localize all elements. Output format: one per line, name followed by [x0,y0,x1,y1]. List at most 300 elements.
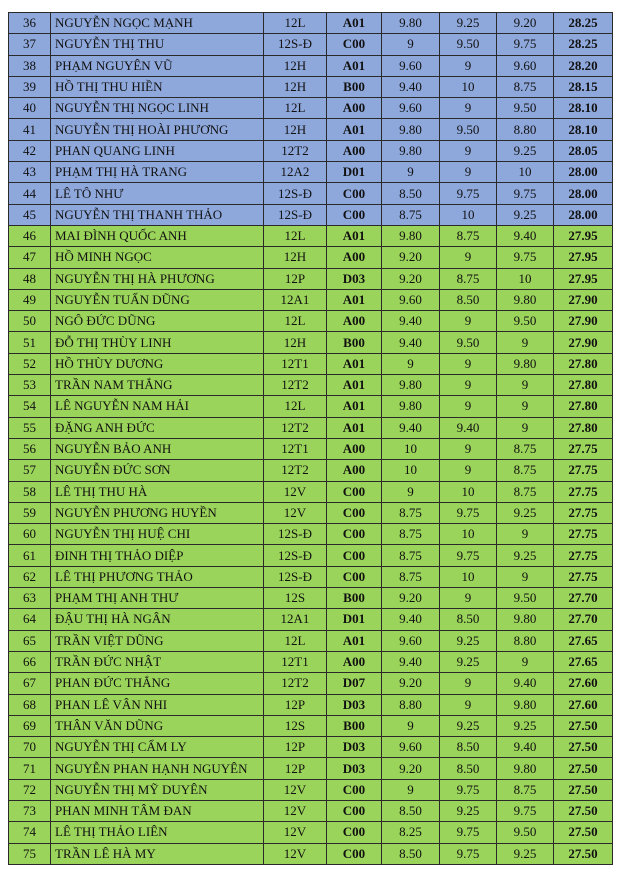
cell-name: PHẠM THỊ ANH THƯ [51,588,264,609]
cell-class: 12V [264,800,327,821]
cell-total: 27.95 [554,247,613,268]
cell-score-2: 9.50 [440,34,497,55]
cell-class: 12S-Đ [264,204,327,225]
cell-block: D03 [327,694,382,715]
table-row [9,13,613,34]
cell-score-1: 9 [382,715,440,736]
table-row [9,183,613,204]
cell-name: LÊ THỊ THẢO LIÊN [51,822,264,843]
cell-score-1: 8.80 [382,694,440,715]
cell-score-3: 9 [497,417,554,438]
cell-rank: 57 [9,460,51,481]
cell-class: 12L [264,311,327,332]
cell-score-2: 10 [440,76,497,97]
cell-name: NGUYỄN THỊ CẨM LY [51,737,264,758]
table-row [9,396,613,417]
table-row [9,609,613,630]
table-row [9,630,613,651]
cell-class: 12P [264,737,327,758]
cell-total: 27.75 [554,438,613,459]
cell-total: 27.75 [554,566,613,587]
cell-score-2: 9.75 [440,843,497,864]
table-row [9,481,613,502]
cell-block: D07 [327,673,382,694]
table-row [9,460,613,481]
cell-score-3: 9.40 [497,225,554,246]
cell-rank: 75 [9,843,51,864]
cell-score-2: 10 [440,481,497,502]
cell-name: LÊ THỊ PHƯƠNG THẢO [51,566,264,587]
cell-class: 12L [264,630,327,651]
cell-score-2: 9 [440,353,497,374]
cell-score-2: 9.25 [440,630,497,651]
cell-score-2: 8.50 [440,737,497,758]
table-body [9,13,613,865]
cell-block: D03 [327,268,382,289]
cell-score-2: 9.50 [440,332,497,353]
cell-score-2: 9 [440,140,497,161]
cell-block: A00 [327,247,382,268]
cell-score-1: 9.60 [382,98,440,119]
cell-rank: 52 [9,353,51,374]
cell-score-3: 8.75 [497,779,554,800]
table-row [9,375,613,396]
table-row [9,98,613,119]
cell-rank: 53 [9,375,51,396]
cell-name: TRẦN ĐỨC NHẬT [51,651,264,672]
cell-score-3: 9.25 [497,204,554,225]
cell-name: HỒ MINH NGỌC [51,247,264,268]
cell-score-2: 8.75 [440,268,497,289]
cell-rank: 65 [9,630,51,651]
cell-total: 28.10 [554,119,613,140]
cell-score-1: 9.80 [382,225,440,246]
cell-name: NGUYỄN THỊ HUỆ CHI [51,524,264,545]
cell-score-1: 10 [382,460,440,481]
cell-name: NGUYỄN THỊ MỸ DUYÊN [51,779,264,800]
cell-score-3: 10 [497,268,554,289]
cell-score-2: 9 [440,673,497,694]
cell-class: 12S-Đ [264,34,327,55]
cell-rank: 69 [9,715,51,736]
cell-rank: 64 [9,609,51,630]
cell-rank: 51 [9,332,51,353]
cell-score-3: 8.75 [497,76,554,97]
cell-name: NGUYỄN PHAN HẠNH NGUYÊN [51,758,264,779]
cell-name: NGUYỄN THỊ HÀ PHƯƠNG [51,268,264,289]
table-row [9,545,613,566]
cell-name: NGUYỄN PHƯƠNG HUYỀN [51,502,264,523]
cell-class: 12T2 [264,460,327,481]
cell-rank: 74 [9,822,51,843]
cell-rank: 43 [9,162,51,183]
table-row [9,502,613,523]
cell-name: NGUYỄN ĐỨC SƠN [51,460,264,481]
cell-class: 12L [264,396,327,417]
cell-score-1: 8.75 [382,524,440,545]
cell-class: 12S-Đ [264,566,327,587]
cell-total: 27.50 [554,843,613,864]
cell-score-3: 8.75 [497,460,554,481]
cell-score-2: 9.40 [440,417,497,438]
cell-class: 12V [264,822,327,843]
table-row [9,247,613,268]
cell-score-1: 9.40 [382,76,440,97]
cell-total: 27.75 [554,460,613,481]
cell-score-3: 9.40 [497,737,554,758]
cell-score-3: 8.80 [497,119,554,140]
cell-rank: 38 [9,55,51,76]
cell-total: 27.75 [554,524,613,545]
cell-score-2: 9 [440,247,497,268]
cell-class: 12S-Đ [264,545,327,566]
cell-block: C00 [327,34,382,55]
cell-name: NGÔ ĐỨC DŨNG [51,311,264,332]
cell-score-1: 8.25 [382,822,440,843]
cell-block: A01 [327,289,382,310]
cell-score-3: 9.75 [497,800,554,821]
table-row [9,843,613,864]
cell-block: B00 [327,715,382,736]
cell-total: 27.60 [554,694,613,715]
table-row [9,225,613,246]
cell-class: 12S-Đ [264,524,327,545]
cell-score-2: 9.25 [440,800,497,821]
table-row [9,289,613,310]
cell-block: D01 [327,609,382,630]
cell-name: NGUYỄN THỊ NGỌC LINH [51,98,264,119]
cell-class: 12P [264,758,327,779]
score-table [8,12,613,865]
cell-score-3: 9.25 [497,502,554,523]
cell-block: A01 [327,396,382,417]
cell-total: 27.80 [554,417,613,438]
cell-score-1: 9.60 [382,630,440,651]
cell-class: 12T1 [264,353,327,374]
cell-total: 27.50 [554,779,613,800]
cell-block: D03 [327,758,382,779]
cell-name: NGUYỄN NGỌC MẠNH [51,13,264,34]
cell-score-3: 8.75 [497,438,554,459]
cell-rank: 42 [9,140,51,161]
cell-total: 28.00 [554,183,613,204]
cell-rank: 36 [9,13,51,34]
cell-total: 27.80 [554,396,613,417]
cell-score-2: 10 [440,566,497,587]
cell-score-1: 10 [382,438,440,459]
cell-score-2: 9.50 [440,119,497,140]
cell-rank: 71 [9,758,51,779]
cell-score-1: 9.20 [382,268,440,289]
cell-block: C00 [327,481,382,502]
cell-name: PHAN ĐỨC THẮNG [51,673,264,694]
cell-score-3: 9.80 [497,609,554,630]
cell-name: ĐỖ THỊ THÙY LINH [51,332,264,353]
cell-rank: 47 [9,247,51,268]
cell-total: 27.60 [554,673,613,694]
cell-score-3: 9.50 [497,98,554,119]
cell-rank: 50 [9,311,51,332]
cell-score-1: 9.40 [382,417,440,438]
table-row [9,524,613,545]
cell-rank: 59 [9,502,51,523]
cell-score-1: 8.75 [382,566,440,587]
cell-score-3: 9.25 [497,140,554,161]
cell-total: 28.05 [554,140,613,161]
cell-rank: 49 [9,289,51,310]
cell-name: PHAN LÊ VÂN NHI [51,694,264,715]
cell-score-2: 8.50 [440,289,497,310]
cell-rank: 61 [9,545,51,566]
cell-class: 12T1 [264,651,327,672]
cell-score-2: 8.50 [440,609,497,630]
cell-score-3: 9.80 [497,289,554,310]
cell-total: 27.75 [554,545,613,566]
cell-block: B00 [327,76,382,97]
cell-name: LÊ THỊ THU HÀ [51,481,264,502]
cell-name: NGUYỄN TUẤN DŨNG [51,289,264,310]
cell-rank: 37 [9,34,51,55]
cell-total: 28.25 [554,34,613,55]
cell-block: D03 [327,737,382,758]
cell-total: 27.50 [554,715,613,736]
cell-name: THÂN VĂN DŨNG [51,715,264,736]
cell-score-1: 9 [382,162,440,183]
table-row [9,800,613,821]
cell-block: C00 [327,502,382,523]
cell-score-2: 8.50 [440,758,497,779]
table-row [9,311,613,332]
cell-name: LÊ TÔ NHƯ [51,183,264,204]
cell-rank: 62 [9,566,51,587]
cell-score-3: 9.80 [497,694,554,715]
cell-score-3: 9.25 [497,843,554,864]
cell-name: PHẠM THỊ HÀ TRANG [51,162,264,183]
cell-block: A01 [327,119,382,140]
cell-score-2: 9.25 [440,651,497,672]
cell-rank: 41 [9,119,51,140]
cell-score-2: 9.75 [440,779,497,800]
cell-rank: 60 [9,524,51,545]
cell-block: A01 [327,630,382,651]
table-row [9,417,613,438]
cell-class: 12P [264,694,327,715]
cell-score-2: 9 [440,694,497,715]
cell-class: 12S-Đ [264,183,327,204]
cell-score-3: 9.75 [497,183,554,204]
cell-name: HỒ THÙY DƯƠNG [51,353,264,374]
cell-score-1: 9.60 [382,737,440,758]
cell-rank: 56 [9,438,51,459]
cell-block: A01 [327,417,382,438]
cell-class: 12T2 [264,375,327,396]
cell-total: 28.25 [554,13,613,34]
cell-score-1: 9.80 [382,375,440,396]
table-row [9,55,613,76]
table-row [9,438,613,459]
cell-score-2: 9 [440,375,497,396]
cell-total: 27.70 [554,609,613,630]
cell-score-1: 9 [382,779,440,800]
table-row [9,737,613,758]
cell-score-2: 9.25 [440,715,497,736]
cell-name: NGUYỄN THỊ THU [51,34,264,55]
cell-score-3: 9.25 [497,545,554,566]
table-row [9,758,613,779]
cell-total: 27.80 [554,353,613,374]
cell-score-3: 9.75 [497,34,554,55]
cell-class: 12H [264,332,327,353]
cell-name: PHẠM NGUYÊN VŨ [51,55,264,76]
cell-score-1: 8.50 [382,800,440,821]
cell-score-3: 9 [497,332,554,353]
cell-block: C00 [327,779,382,800]
table-row [9,332,613,353]
cell-score-1: 9.20 [382,247,440,268]
cell-score-2: 9 [440,162,497,183]
cell-score-2: 9 [440,311,497,332]
cell-block: A01 [327,13,382,34]
cell-total: 27.80 [554,375,613,396]
cell-score-1: 9 [382,481,440,502]
cell-class: 12L [264,225,327,246]
cell-rank: 39 [9,76,51,97]
table-row [9,204,613,225]
cell-name: NGUYỄN THỊ THANH THẢO [51,204,264,225]
cell-score-1: 9.60 [382,55,440,76]
table-row [9,588,613,609]
table-row [9,779,613,800]
table-row [9,822,613,843]
cell-score-2: 9 [440,460,497,481]
cell-block: C00 [327,204,382,225]
cell-name: NGUYỄN BẢO ANH [51,438,264,459]
cell-total: 27.65 [554,630,613,651]
cell-total: 27.75 [554,481,613,502]
cell-score-2: 9 [440,396,497,417]
cell-block: C00 [327,566,382,587]
cell-block: C00 [327,524,382,545]
cell-score-2: 9.25 [440,13,497,34]
cell-score-1: 9.40 [382,311,440,332]
cell-score-3: 9.50 [497,311,554,332]
cell-score-2: 9 [440,588,497,609]
cell-name: LÊ NGUYỄN NAM HẢI [51,396,264,417]
cell-class: 12T1 [264,438,327,459]
cell-score-1: 9 [382,34,440,55]
cell-class: 12P [264,268,327,289]
cell-score-3: 9.50 [497,822,554,843]
cell-block: C00 [327,822,382,843]
cell-score-1: 8.75 [382,502,440,523]
cell-rank: 48 [9,268,51,289]
cell-score-2: 9.75 [440,545,497,566]
cell-class: 12A2 [264,162,327,183]
cell-total: 28.00 [554,162,613,183]
cell-score-3: 9 [497,375,554,396]
cell-class: 12L [264,98,327,119]
cell-score-2: 8.75 [440,225,497,246]
cell-class: 12L [264,13,327,34]
cell-rank: 44 [9,183,51,204]
cell-score-2: 9.75 [440,183,497,204]
cell-score-3: 9.25 [497,715,554,736]
cell-total: 27.70 [554,588,613,609]
cell-score-3: 9.50 [497,588,554,609]
cell-total: 27.50 [554,737,613,758]
cell-score-1: 9.40 [382,332,440,353]
table-row [9,566,613,587]
cell-score-3: 9.60 [497,55,554,76]
cell-block: B00 [327,332,382,353]
cell-class: 12T2 [264,673,327,694]
cell-score-3: 9 [497,566,554,587]
score-table-container [8,12,612,865]
cell-rank: 73 [9,800,51,821]
cell-block: B00 [327,588,382,609]
cell-score-1: 8.50 [382,183,440,204]
cell-score-3: 8.80 [497,630,554,651]
cell-total: 28.10 [554,98,613,119]
cell-score-3: 9.40 [497,673,554,694]
cell-class: 12H [264,247,327,268]
cell-block: C00 [327,183,382,204]
cell-score-3: 9.20 [497,13,554,34]
cell-rank: 63 [9,588,51,609]
table-row [9,140,613,161]
cell-score-1: 9 [382,353,440,374]
cell-class: 12T2 [264,140,327,161]
cell-score-3: 9 [497,524,554,545]
cell-block: D01 [327,162,382,183]
table-row [9,34,613,55]
table-row [9,651,613,672]
cell-block: A00 [327,438,382,459]
cell-score-3: 9 [497,396,554,417]
table-row [9,162,613,183]
cell-block: A00 [327,460,382,481]
cell-block: C00 [327,800,382,821]
cell-score-1: 9.40 [382,651,440,672]
cell-total: 27.90 [554,289,613,310]
table-row [9,715,613,736]
cell-block: C00 [327,843,382,864]
cell-score-3: 8.75 [497,481,554,502]
cell-rank: 66 [9,651,51,672]
cell-block: A00 [327,311,382,332]
cell-score-3: 9 [497,651,554,672]
table-row [9,673,613,694]
cell-total: 27.75 [554,502,613,523]
cell-rank: 40 [9,98,51,119]
cell-name: TRẦN NAM THẮNG [51,375,264,396]
cell-score-1: 9.80 [382,140,440,161]
cell-total: 27.50 [554,822,613,843]
cell-total: 27.50 [554,758,613,779]
cell-score-2: 9.75 [440,502,497,523]
cell-total: 27.50 [554,800,613,821]
cell-total: 27.95 [554,268,613,289]
cell-rank: 45 [9,204,51,225]
cell-total: 28.00 [554,204,613,225]
cell-class: 12T2 [264,417,327,438]
cell-score-1: 9.40 [382,609,440,630]
cell-score-1: 9.80 [382,396,440,417]
cell-name: ĐẶNG ANH ĐỨC [51,417,264,438]
cell-name: ĐINH THỊ THẢO DIỆP [51,545,264,566]
cell-rank: 67 [9,673,51,694]
cell-score-1: 9.80 [382,13,440,34]
